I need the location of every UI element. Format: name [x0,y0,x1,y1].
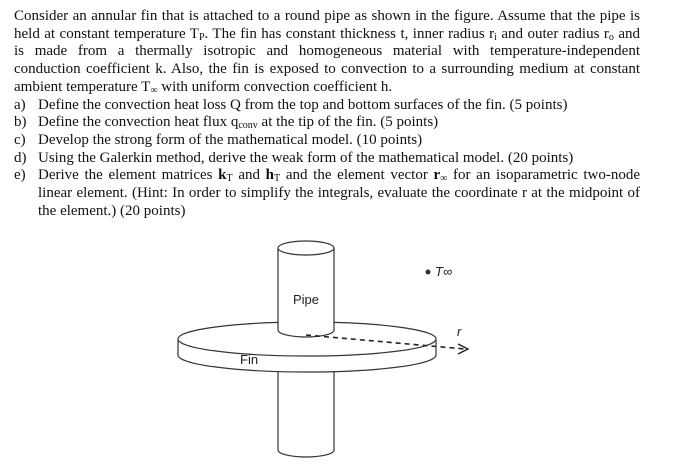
question-a [14,97,640,115]
question-text: Using the Galerkin method, derive the weak form of the mathematical model. (20 points) [38,149,574,166]
intro-text-3: and outer radius r [496,25,609,42]
kt-subscript: T [226,173,233,185]
question-label: a) [14,96,26,113]
r-subscript: ∞ [440,173,448,185]
intro-text-4: and is made from a thermally isotropic and homogeneous material with temperature-independent conduction coefficient k. Also, the fin is exposed to convection to a surrounding medium at constant ambient temperature T [14,25,640,95]
question-text-post: at the tip of the fin. (5 points) [257,114,439,131]
question-text-part: Derive the element matrices [38,167,219,184]
r-vector-symbol: r [433,167,441,184]
question-d [14,150,640,168]
question-label: e) [14,167,26,184]
ht-matrix-symbol: h [265,167,275,184]
fin-diagram [170,238,500,468]
intro-text-2: . The fin has constant thickness t, inner radius r [204,25,495,42]
intro-text-5: with uniform convection coefficient h. [157,78,393,95]
fin-label: Fin [240,352,259,367]
kt-matrix-symbol: k [218,167,227,184]
pipe-lower [278,363,334,457]
ambient-temperature-label: T∞ [435,264,453,279]
question-text: Develop the strong form of the mathematical model. (10 points) [38,131,423,148]
ro-subscript: o [608,31,614,43]
question-label: b) [14,114,27,131]
question-c [14,132,640,150]
tinf-subscript: ∞ [150,84,158,96]
pipe-upper [278,241,334,337]
question-b [14,114,640,132]
question-text-pre: Define the convection heat flux q [38,114,239,131]
question-text [38,167,640,220]
question-list [14,97,640,221]
ht-subscript: T [274,173,281,185]
question-e [14,167,640,220]
problem-intro [14,8,640,97]
ri-subscript: i [494,31,497,43]
question-label: c) [14,131,26,148]
qconv-subscript: conv [238,120,258,132]
question-text-part: and [232,167,266,184]
question-label: d) [14,149,27,166]
question-text-part: for an isoparametric two-node linear element. (Hint: In order to simplify the integrals, evaluate the coordinate r at the midpoint of the element.) (20 points) [38,167,640,219]
radius-label: r [457,324,462,339]
intro-text-1: Consider an annular fin that is attached to a round pipe as shown in the figure. Assume that the pipe is held at constant temperature T [14,8,640,42]
question-text-part: and the element vector [280,167,434,184]
problem-text [14,8,640,220]
question-text: Define the convection heat loss Q from the top and bottom surfaces of the fin. (5 points) [38,96,568,113]
tp-subscript: P [198,31,205,43]
ambient-point-marker [426,270,431,275]
pipe-label: Pipe [293,292,320,307]
question-text [38,114,640,132]
